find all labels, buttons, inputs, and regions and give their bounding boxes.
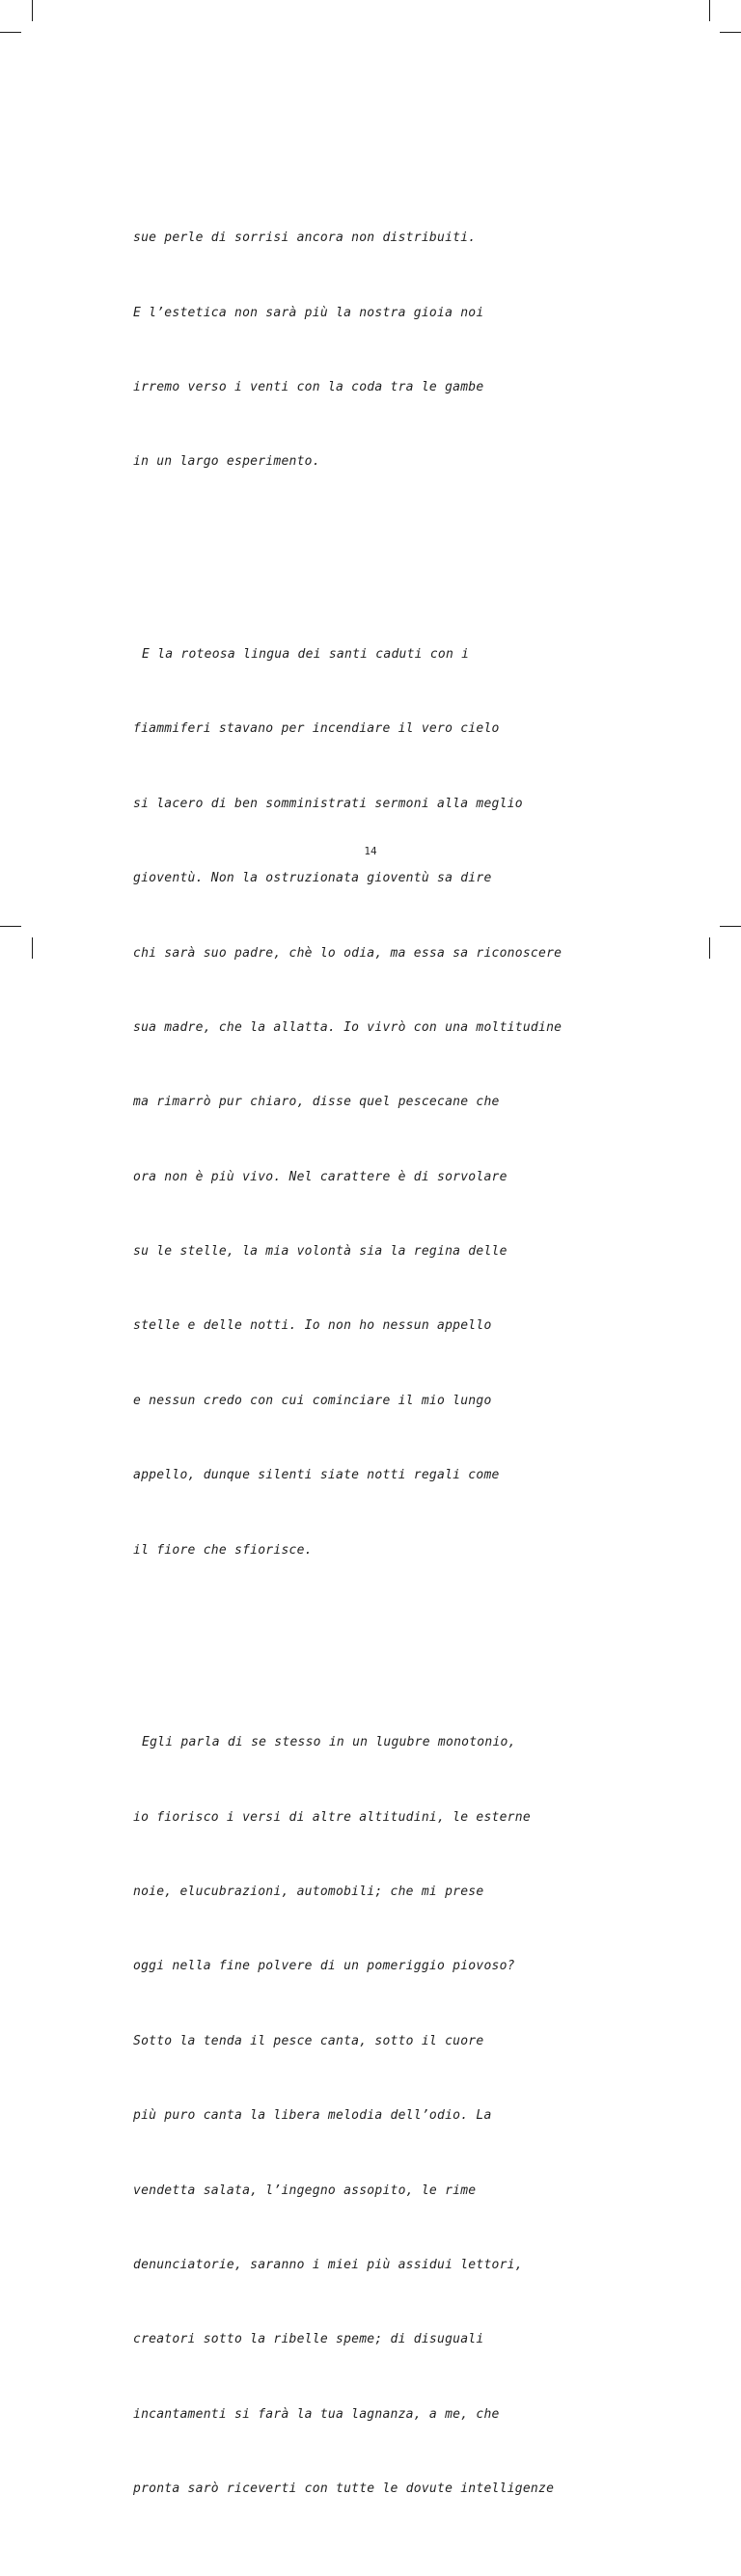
poem-line: noie, elucubrazioni, automobili; che mi prese <box>133 1884 484 1899</box>
poem-line: Sotto la tenda il pesce canta, sotto il cuore <box>133 2033 484 2048</box>
page-number: 14 <box>364 845 377 857</box>
crop-mark-top-right-horizontal <box>720 32 741 33</box>
poem-line: si lacero di ben somministrati sermoni alla meglio <box>133 796 523 811</box>
poem-line: incantamenti si farà la tua lagnanza, a me, che <box>133 2406 500 2422</box>
crop-mark-top-right-vertical <box>709 0 710 21</box>
poem-line: sue perle di sorrisi ancora non distribuiti. <box>133 230 477 246</box>
poem-line: E la roteosa lingua dei santi caduti con i <box>142 646 470 662</box>
poem-line: oggi nella fine polvere di un pomeriggio piovoso? <box>133 1959 515 1974</box>
crop-mark-top-left-horizontal <box>0 32 21 33</box>
stanza-3 <box>133 1681 673 2552</box>
poem-line: e nessun credo con cui cominciare il mio lungo <box>133 1393 492 1408</box>
poem-line: su le stelle, la mia volontà sia la regina delle <box>133 1244 508 1260</box>
poem-line: gioventù. Non la ostruzionata gioventù sa dire <box>133 871 492 886</box>
poem-line: sua madre, che la allatta. Io vivrò con una moltitudine <box>133 1019 563 1035</box>
crop-mark-bottom-right-vertical <box>709 937 710 959</box>
crop-mark-bottom-left-horizontal <box>0 926 21 927</box>
poem-line: fiammiferi stavano per incendiare il vero cielo <box>133 721 500 737</box>
poem-line: Egli parla di se stesso in un lugubre monotonio, <box>142 1735 516 1750</box>
poem-text <box>133 126 673 2576</box>
poem-line: chi sarà suo padre, chè lo odia, ma essa sa riconoscere <box>133 945 563 961</box>
crop-mark-bottom-left-vertical <box>32 937 33 959</box>
poem-line: in un largo esperimento. <box>133 454 320 470</box>
stanza-1 <box>133 176 673 525</box>
stanza-2 <box>133 592 673 1613</box>
poem-line: appello, dunque silenti siate notti regali come <box>133 1468 500 1483</box>
poem-line: pronta sarò riceverti con tutte le dovute intelligenze <box>133 2481 555 2497</box>
poem-line: più puro canta la libera melodia dell’odio. La <box>133 2108 492 2124</box>
poem-line: irremo verso i venti con la coda tra le gambe <box>133 379 484 394</box>
poem-line: stelle e delle notti. Io non ho nessun appello <box>133 1318 492 1334</box>
poem-line: il fiore che sfiorisce. <box>133 1542 313 1558</box>
poem-line: vendetta salata, l’ingegno assopito, le rime <box>133 2183 477 2198</box>
poem-line: E l’estetica non sarà più la nostra gioia noi <box>133 305 484 320</box>
poem-line: ma rimarrò pur chiaro, disse quel pescecane che <box>133 1095 500 1110</box>
crop-mark-bottom-right-horizontal <box>720 926 741 927</box>
poem-line: io fiorisco i versi di altre altitudini, le esterne <box>133 1809 531 1825</box>
poem-line: denunciatorie, saranno i miei più assidui lettori, <box>133 2257 523 2272</box>
poem-line: creatori sotto la ribelle speme; di disuguali <box>133 2332 484 2347</box>
poem-line: ora non è più vivo. Nel carattere è di sorvolare <box>133 1169 508 1184</box>
crop-mark-top-left-vertical <box>32 0 33 21</box>
